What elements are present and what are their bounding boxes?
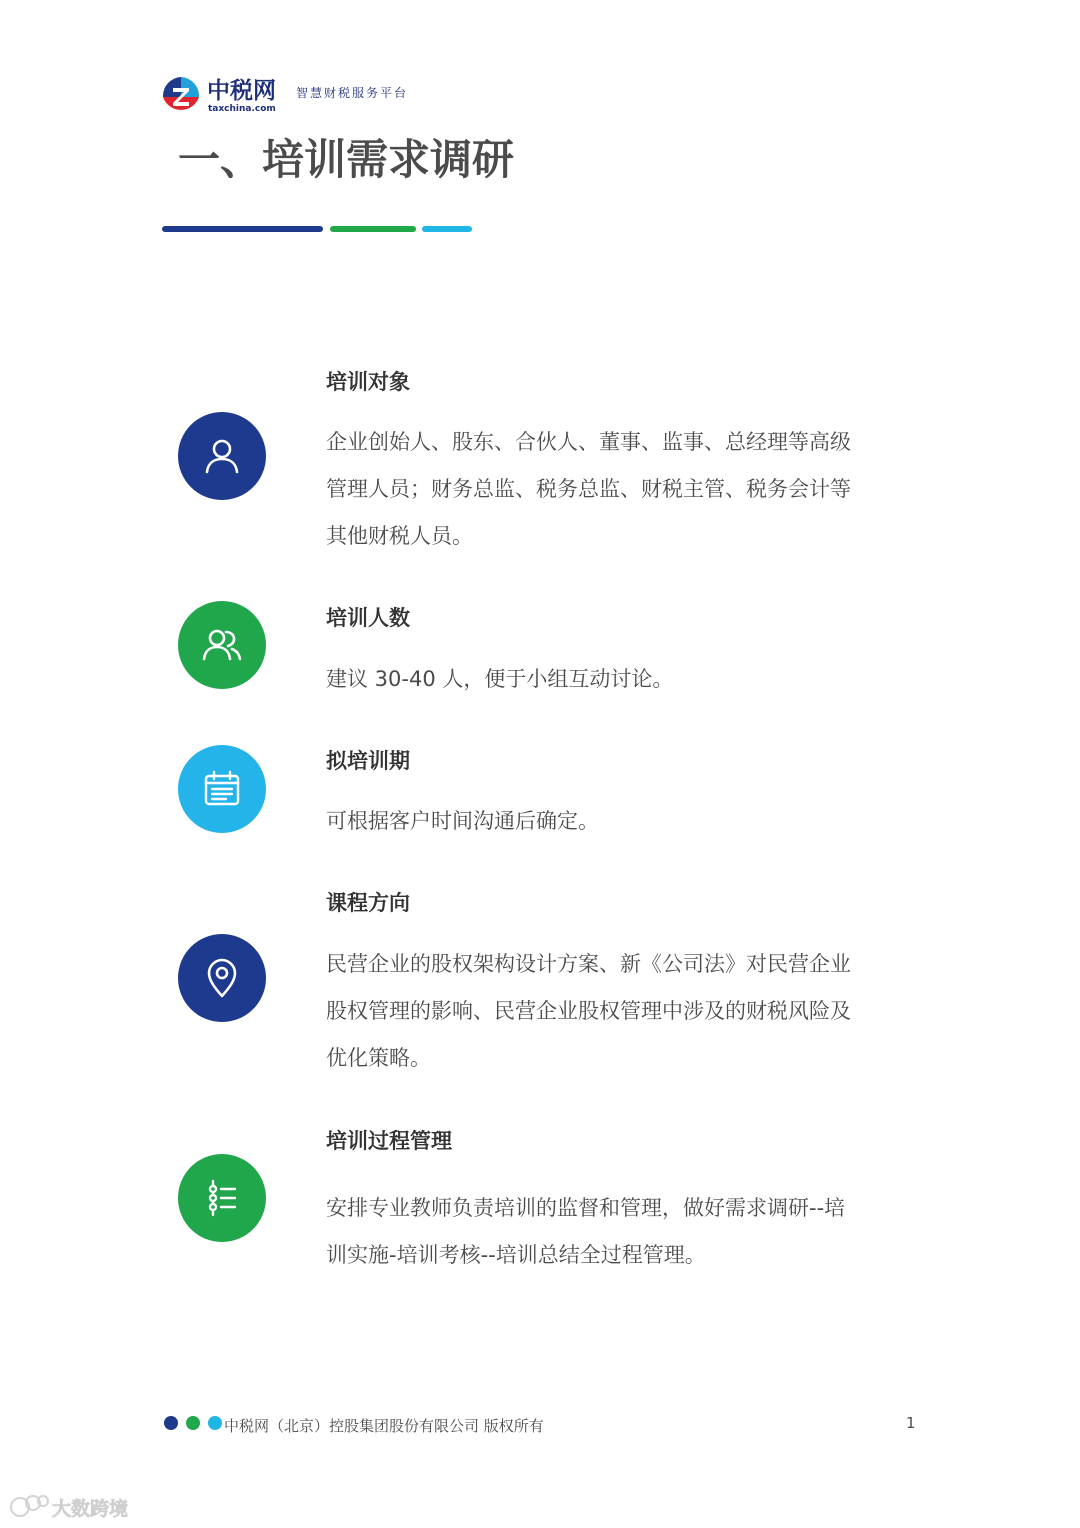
section-body-headcount	[326, 656, 886, 703]
section-heading-schedule: 拟培训期	[326, 749, 410, 773]
body-line: 安排专业教师负责培训的监督和管理，做好需求调研--培	[326, 1196, 846, 1220]
body-line: 可根据客户时间沟通后确定。	[326, 809, 599, 833]
body-line: 优化策略。	[326, 1046, 431, 1070]
section-heading-headcount: 培训人数	[326, 606, 410, 630]
title-underline-cyan	[422, 226, 472, 232]
body-line: 民营企业的股权架构设计方案、新《公司法》对民营企业	[326, 952, 851, 976]
location-pin-icon	[178, 934, 266, 1022]
title-underline-green	[330, 226, 416, 232]
page-number: 1	[906, 1414, 916, 1432]
footer-dot-cyan	[208, 1416, 222, 1430]
body-line: 训实施-培训考核--培训总结全过程管理。	[326, 1243, 706, 1267]
section-body-schedule	[326, 798, 886, 845]
calendar-icon	[178, 745, 266, 833]
user-icon	[178, 412, 266, 500]
body-line: 建议 30-40 人，便于小组互动讨论。	[326, 667, 674, 691]
brand-name: 中税网	[207, 78, 276, 104]
brand-logo-mark	[162, 75, 200, 117]
body-line: 企业创始人、股东、合伙人、董事、监事、总经理等高级	[326, 430, 851, 454]
svg-text:大数跨境: 大数跨境	[52, 1498, 129, 1520]
section-body-process-management	[326, 1185, 886, 1279]
section-body-course-direction	[326, 941, 886, 1082]
section-heading-audience: 培训对象	[326, 370, 410, 394]
users-icon	[178, 601, 266, 689]
brand-domain: taxchina.com	[208, 104, 276, 114]
footer-dot-navy	[164, 1416, 178, 1430]
body-line: 管理人员；财务总监、税务总监、财税主管、税务会计等	[326, 477, 851, 501]
list-timeline-icon	[178, 1154, 266, 1242]
brand-slogan: 智慧财税服务平台	[296, 86, 409, 100]
section-heading-course-direction: 课程方向	[326, 891, 410, 915]
section-body-audience	[326, 419, 886, 560]
title-underline-navy	[162, 226, 323, 232]
body-line: 股权管理的影响、民营企业股权管理中涉及的财税风险及	[326, 999, 851, 1023]
page-title: 一、培训需求调研	[178, 135, 515, 184]
footer-copyright: 中税网（北京）控股集团股份有限公司 版权所有	[224, 1417, 544, 1435]
section-heading-process-management: 培训过程管理	[326, 1129, 452, 1153]
footer-dot-green	[186, 1416, 200, 1430]
watermark-logo	[8, 1492, 148, 1522]
body-line: 其他财税人员。	[326, 524, 473, 548]
